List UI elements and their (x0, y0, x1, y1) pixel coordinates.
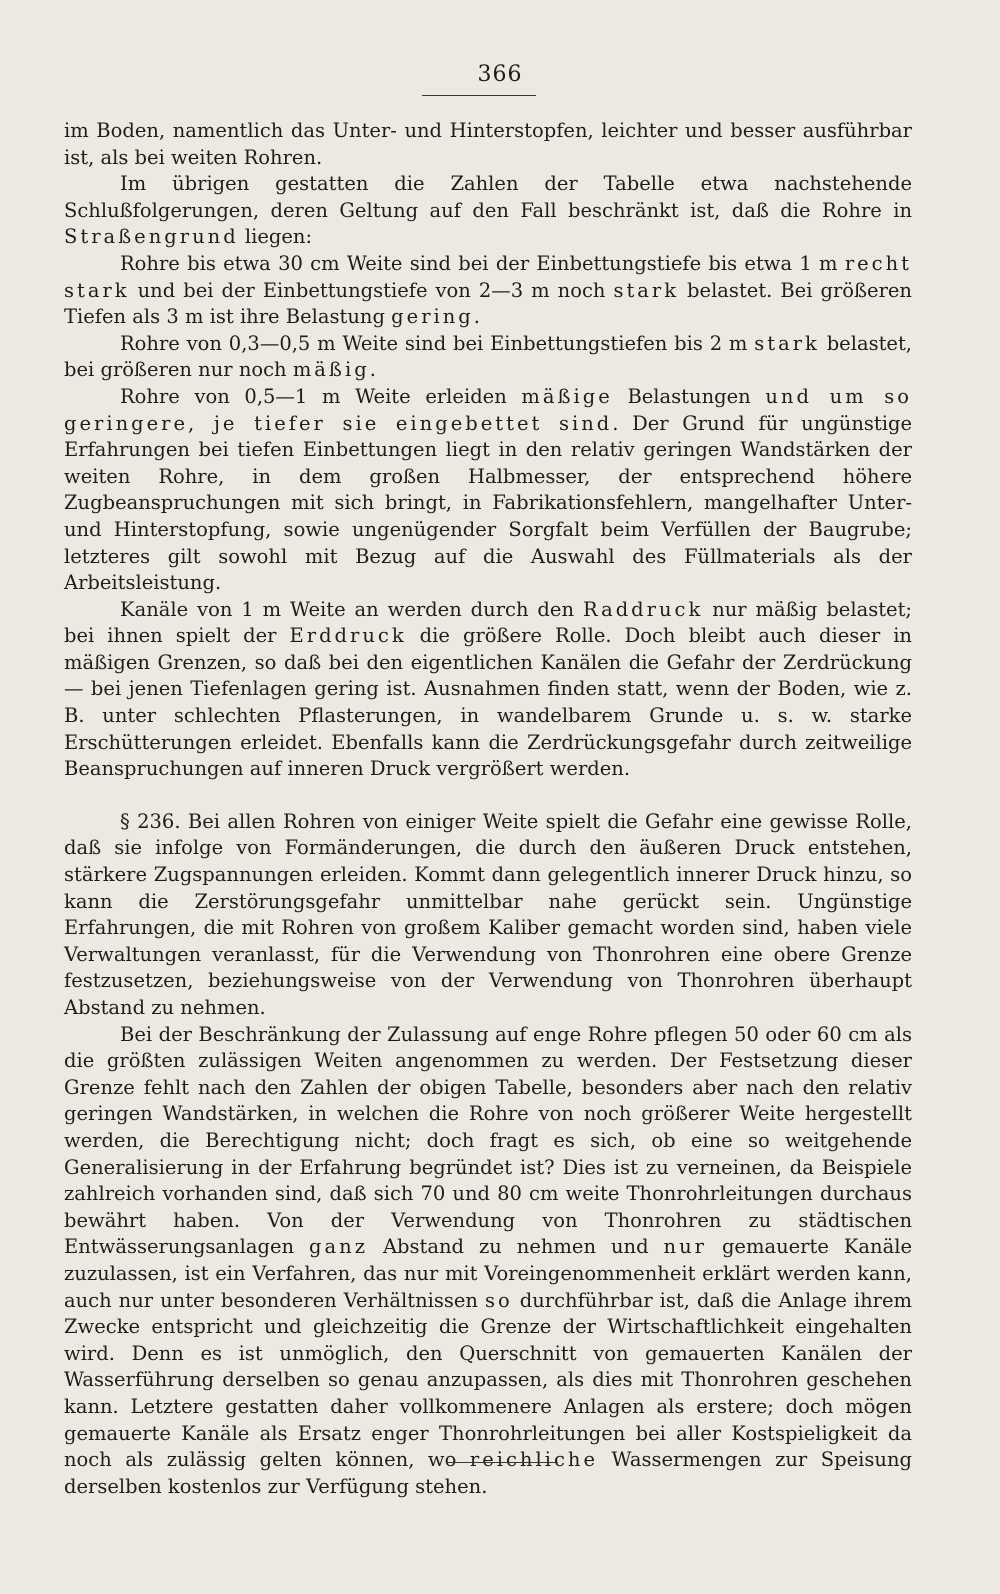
text-run: Rohre bis etwa 30 cm Weite sind bei der Einbettungstiefe bis etwa 1 m (120, 251, 845, 275)
text-run: durchführbar ist, daß die Anlage ihrem Zwecke entspricht und gleichzeitig die Grenze der Wirtschaftlichkeit eingehalten wird. Denn es ist unmöglich, den Querschnitt von gemauerten Kanälen der Wasserführung derselben so genau anzupassen, als dies mit Thonrohren geschehen kann. Letztere gestatten daher vollkommenere Anlagen als erstere; doch mögen gemauerte Kanäle als Ersatz enger Thonrohrleitungen bei aller Kostspieligkeit da noch als zulässig gelten können, wo (64, 1288, 912, 1472)
emphasis-text: stark (754, 331, 820, 355)
text-run: Wassermengen zur Speisung derselben kostenlos zur Verfügung stehen. (64, 1448, 912, 1498)
text-run: liegen: (238, 225, 313, 249)
text-run: Rohre von 0,3—0,5 m Weite sind bei Einbettungstiefen bis 2 m (120, 331, 755, 355)
emphasis-text: mäßige (521, 384, 613, 408)
text-run: im Boden, namentlich das Unter- und Hinterstopfen, leichter und besser ausführbar ist, als bei weiten Rohren. (64, 119, 912, 169)
paragraph (64, 251, 912, 331)
text-run: belastet. Bei größeren Tiefen als 3 m ist ihre Belastung (64, 278, 912, 329)
text-run: . (473, 305, 480, 329)
text-run: nur mäßig belastet; bei ihnen spielt der (64, 597, 912, 648)
emphasis-text: stark (613, 278, 680, 302)
body-text (64, 118, 912, 1500)
text-run: . Der Grund für ungünstige Erfahrungen bei tiefen Einbettungen liegt in den relativ geringen Wandstärken der weiten Rohre, in dem großen Halbmesser, der entsprechend höhere Zugbeanspruchungen mit sich bringt, in Fabrikationsfehlern, mangelhafter Unter- und Hinterstopfung, sowie ungenügender Sorgfalt beim Verfüllen der Baugrube; letzteres gilt sowohl mit Bezug auf die Auswahl des Füllmaterials als der Arbeitsleistung. (64, 411, 912, 595)
paragraph (64, 118, 912, 171)
text-run: und bei der Einbettungstiefe von 2—3 m noch (129, 278, 614, 302)
page-number: 366 (477, 62, 523, 87)
text-run: Bei der Beschränkung der Zulassung auf enge Rohre pflegen 50 oder 60 cm als die größten zulässigen Weiten angenommen zu werden. Der Festsetzung dieser Grenze fehlt nach den Zahlen der obigen Tabelle, besonders aber nach den relativ geringen Wandstärken, in welchen die Rohre von noch größerer Weite hergestellt werden, die Berechtigung nicht; doch fragt es sich, ob eine so weitgehende Generalisierung in der Erfahrung begründet ist? Dies ist zu verneinen, da Beispiele zahlreich vorhanden sind, daß sich 70 und 80 cm weite Thonrohrleitungen durchaus bewährt haben. Von der Verwendung von Thonrohren zu städtischen Entwässerungsanlagen (64, 1022, 912, 1259)
paragraph (64, 331, 912, 384)
emphasis-text: Raddruck (582, 597, 704, 621)
text-run: Belastungen (612, 384, 766, 408)
header-rule (422, 95, 536, 96)
paragraph (64, 809, 912, 1022)
text-run: Im übrigen gestatten die Zahlen der Tabelle etwa nachstehende Schlußfolgerungen, deren Geltung auf den Fall beschränkt ist, daß die Rohre in (64, 172, 912, 222)
emphasis-text: recht stark (64, 251, 912, 302)
emphasis-text: Erddruck (289, 624, 407, 648)
emphasis-text: ganz (309, 1235, 368, 1259)
text-run: die größere Rolle. Doch bleibt auch dieser in mäßigen Grenzen, so daß bei den eigentlichen Kanälen die Gefahr der Zerdrückung — bei jenen Tiefenlagen gering ist. Ausnahmen finden statt, wenn der Boden, wie z. B. unter schlechten Pflasterungen, in wandelbarem Grunde u. s. w. starke Erschütterungen erleidet. Ebenfalls kann die Zerdrückungsgefahr durch zeitweilige Beanspruchungen auf inneren Druck vergrößert werden. (64, 624, 912, 781)
paragraph (64, 171, 912, 251)
text-run: belastet, bei größeren nur noch (64, 331, 913, 382)
paragraph (64, 1022, 912, 1501)
paragraph (64, 597, 912, 783)
emphasis-text: so (485, 1288, 513, 1312)
emphasis-text: und um so geringere, je tiefer sie eingebettet sind (64, 384, 912, 435)
text-run: . (369, 358, 376, 382)
text-run: gemauerte Kanäle zuzulassen, ist ein Verfahren, das nur mit Voreingenommenheit erklärt werden kann, auch nur unter besonderen Verhältnissen (64, 1235, 912, 1312)
emphasis-text: Straßengrund (64, 225, 239, 249)
emphasis-text: mäßig (292, 358, 370, 382)
paragraph (64, 384, 912, 597)
text-run: Rohre von 0,5—1 m Weite erleiden (120, 384, 522, 408)
section-gap (64, 783, 912, 809)
footer-rule (446, 1462, 558, 1463)
emphasis-text: gering (391, 305, 474, 329)
emphasis-text: reichliche (469, 1448, 598, 1472)
text-run: § 236. Bei allen Rohren von einiger Weite spielt die Gefahr eine gewisse Rolle, daß sie infolge von Formänderungen, die durch den äußeren Druck entstehen, stärkere Zugspannungen erleiden. Kommt dann gelegentlich innerer Druck hinzu, so kann die Zerstörungsgefahr unmittelbar nahe gerückt sein. Ungünstige Erfahrungen, die mit Rohren von großem Kaliber gemacht worden sind, haben viele Verwaltungen veranlasst, für die Verwendung von Thonrohren eine obere Grenze festzusetzen, beziehungsweise von der Verwendung von Thonrohren überhaupt Abstand zu nehmen. (64, 809, 912, 1019)
text-run: Abstand zu nehmen und (367, 1235, 664, 1259)
emphasis-text: nur (663, 1235, 707, 1259)
text-run: Kanäle von 1 m Weite an werden durch den (120, 597, 583, 621)
